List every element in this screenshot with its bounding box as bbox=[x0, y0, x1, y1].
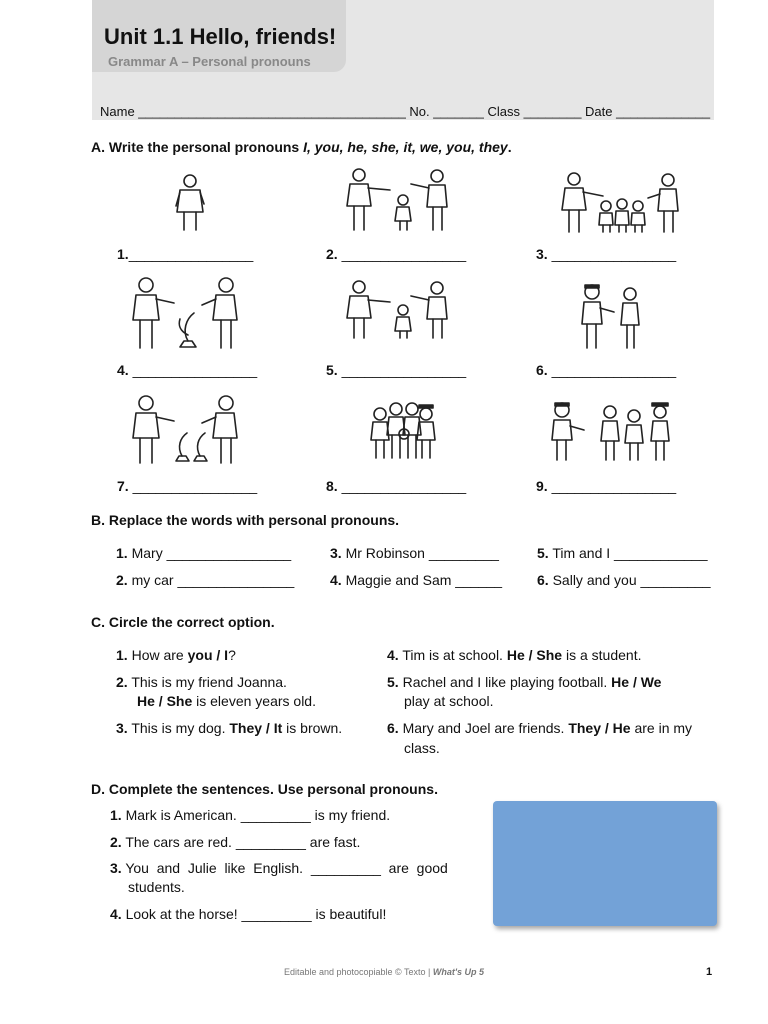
footer-credit bbox=[0, 967, 768, 977]
section-c-item-3[interactable] bbox=[116, 720, 342, 736]
pronoun-answer-5[interactable] bbox=[326, 362, 466, 378]
item-text: Sally and you _________ bbox=[552, 572, 711, 588]
section-d-item-3[interactable] bbox=[110, 860, 448, 876]
item-text: Mary and Joel are friends. bbox=[402, 720, 569, 736]
item-text: You and Julie like English. _________ are good bbox=[125, 860, 448, 876]
item-text: How are bbox=[131, 647, 188, 663]
boy-pointing-at-group-illustration bbox=[548, 400, 678, 462]
boy-illustration bbox=[170, 172, 210, 232]
option-choice[interactable]: He / We bbox=[611, 674, 662, 690]
item-number: 3. bbox=[330, 545, 342, 561]
pronoun-answer-6[interactable] bbox=[536, 362, 676, 378]
boy-girl-pointing-at-plant-illustration bbox=[130, 275, 245, 350]
item-number: 7. bbox=[117, 478, 129, 494]
section-c-item-5[interactable] bbox=[387, 674, 661, 690]
section-c-item-2-line2 bbox=[137, 693, 316, 709]
item-number: 1. bbox=[117, 246, 129, 262]
item-number: 2. bbox=[110, 834, 122, 850]
section-d-item-3-line2: students. bbox=[128, 879, 185, 895]
answer-line: ________________ bbox=[337, 478, 467, 494]
pronoun-answer-7[interactable] bbox=[117, 478, 257, 494]
item-text: Mary ________________ bbox=[131, 545, 292, 561]
option-choice[interactable]: He / She bbox=[506, 647, 563, 663]
item-number: 1. bbox=[110, 807, 122, 823]
item-number: 3. bbox=[110, 860, 122, 876]
answer-line: ________________ bbox=[547, 362, 677, 378]
item-text: Tim and I ____________ bbox=[552, 545, 708, 561]
student-info-line[interactable]: Name _____________________________________ No. _______ Class ________ Date _____________ bbox=[100, 104, 711, 119]
item-text: Mark is American. _________ is my friend. bbox=[125, 807, 391, 823]
section-b-item-4[interactable] bbox=[330, 572, 502, 588]
pronoun-answer-3[interactable] bbox=[536, 246, 676, 262]
item-text: Look at the horse! _________ is beautiful! bbox=[125, 906, 387, 922]
item-number: 3. bbox=[536, 246, 548, 262]
answer-line: ________________ bbox=[337, 246, 467, 262]
section-c-item-6-line2: class. bbox=[404, 740, 440, 756]
section-c-heading: C. Circle the correct option. bbox=[91, 614, 275, 630]
item-number: 5. bbox=[326, 362, 338, 378]
item-text-end: is a student. bbox=[562, 647, 642, 663]
answer-line: ________________ bbox=[547, 246, 677, 262]
item-number: 6. bbox=[537, 572, 549, 588]
section-d-item-4[interactable] bbox=[110, 906, 386, 922]
item-number: 4. bbox=[110, 906, 122, 922]
group-of-friends-illustration bbox=[370, 400, 436, 460]
section-b-item-1[interactable] bbox=[116, 545, 291, 561]
boy-pointing-at-girl-illustration bbox=[578, 282, 648, 350]
section-a-heading-end: . bbox=[507, 139, 512, 155]
section-a-heading bbox=[91, 139, 512, 155]
item-number: 9. bbox=[536, 478, 548, 494]
item-number: 2. bbox=[326, 246, 338, 262]
item-text: my car _______________ bbox=[131, 572, 295, 588]
item-text-end: ? bbox=[228, 647, 236, 663]
footer-text: Editable and photocopiable © Texto | bbox=[283, 967, 433, 977]
item-text-end: are in my bbox=[630, 720, 693, 736]
item-text: Mr Robinson _________ bbox=[345, 545, 499, 561]
item-text: Tim is at school. bbox=[402, 647, 507, 663]
item-text: This is my friend Joanna. bbox=[131, 674, 287, 690]
item-number: 6. bbox=[387, 720, 399, 736]
pronoun-answer-4[interactable] bbox=[117, 362, 257, 378]
section-d-item-2[interactable] bbox=[110, 834, 360, 850]
answer-line: ________________ bbox=[128, 362, 258, 378]
pronoun-answer-9[interactable] bbox=[536, 478, 676, 494]
page-number: 1 bbox=[706, 966, 713, 978]
item-text: The cars are red. _________ are fast. bbox=[125, 834, 361, 850]
pronoun-answer-2[interactable] bbox=[326, 246, 466, 262]
boy-girl-pointing-at-children-illustration bbox=[560, 170, 690, 234]
pronoun-answer-8[interactable] bbox=[326, 478, 466, 494]
item-text-end: is eleven years old. bbox=[192, 693, 316, 709]
section-b-item-2[interactable] bbox=[116, 572, 294, 588]
pronoun-answer-1[interactable] bbox=[117, 246, 253, 262]
option-choice[interactable]: He / She bbox=[137, 693, 193, 709]
section-b-item-3[interactable] bbox=[330, 545, 499, 561]
section-b-item-6[interactable] bbox=[537, 572, 711, 588]
answer-line: ________________ bbox=[128, 246, 254, 262]
section-c-item-4[interactable] bbox=[387, 647, 641, 663]
answer-line: ________________ bbox=[128, 478, 258, 494]
item-number: 2. bbox=[116, 572, 128, 588]
section-c-item-6[interactable] bbox=[387, 720, 692, 736]
item-number: 8. bbox=[326, 478, 338, 494]
item-text-end: is brown. bbox=[282, 720, 343, 736]
answer-box bbox=[493, 801, 717, 926]
page-subtitle: Grammar A – Personal pronouns bbox=[108, 54, 311, 69]
item-number: 4. bbox=[330, 572, 342, 588]
option-choice[interactable]: They / He bbox=[568, 720, 631, 736]
section-d-item-1[interactable] bbox=[110, 807, 390, 823]
item-number: 2. bbox=[116, 674, 128, 690]
section-c-item-2[interactable] bbox=[116, 674, 287, 690]
section-b-heading: B. Replace the words with personal pronouns. bbox=[91, 512, 400, 528]
item-number: 3. bbox=[116, 720, 128, 736]
page-title: Unit 1.1 Hello, friends! bbox=[104, 24, 337, 49]
item-number: 4. bbox=[387, 647, 399, 663]
item-text: Rachel and I like playing football. bbox=[402, 674, 612, 690]
boy-girl-pointing-at-plants-illustration bbox=[130, 393, 245, 465]
section-a-heading-start: A. Write the personal pronouns bbox=[91, 139, 304, 155]
option-choice[interactable]: you / I bbox=[187, 647, 229, 663]
item-number: 5. bbox=[537, 545, 549, 561]
section-b-item-5[interactable] bbox=[537, 545, 707, 561]
item-number: 6. bbox=[536, 362, 548, 378]
option-choice[interactable]: They / It bbox=[229, 720, 283, 736]
section-d-heading: D. Complete the sentences. Use personal pronouns. bbox=[91, 781, 438, 797]
boy-girl-pointing-at-small-child-illustration bbox=[345, 278, 460, 340]
item-number: 1. bbox=[116, 647, 128, 663]
answer-line: ________________ bbox=[337, 362, 467, 378]
section-c-item-5-line2: play at school. bbox=[404, 693, 494, 709]
section-a-heading-pronouns: I, you, he, she, it, we, you, they bbox=[303, 139, 508, 155]
footer-book-title: What's Up 5 bbox=[432, 967, 485, 977]
item-text: Maggie and Sam ______ bbox=[345, 572, 503, 588]
section-c-item-1[interactable] bbox=[116, 647, 236, 663]
item-number: 5. bbox=[387, 674, 399, 690]
boy-girl-pointing-at-child-illustration bbox=[345, 166, 460, 234]
answer-line: ________________ bbox=[547, 478, 677, 494]
item-text: This is my dog. bbox=[131, 720, 230, 736]
item-number: 4. bbox=[117, 362, 129, 378]
item-number: 1. bbox=[116, 545, 128, 561]
